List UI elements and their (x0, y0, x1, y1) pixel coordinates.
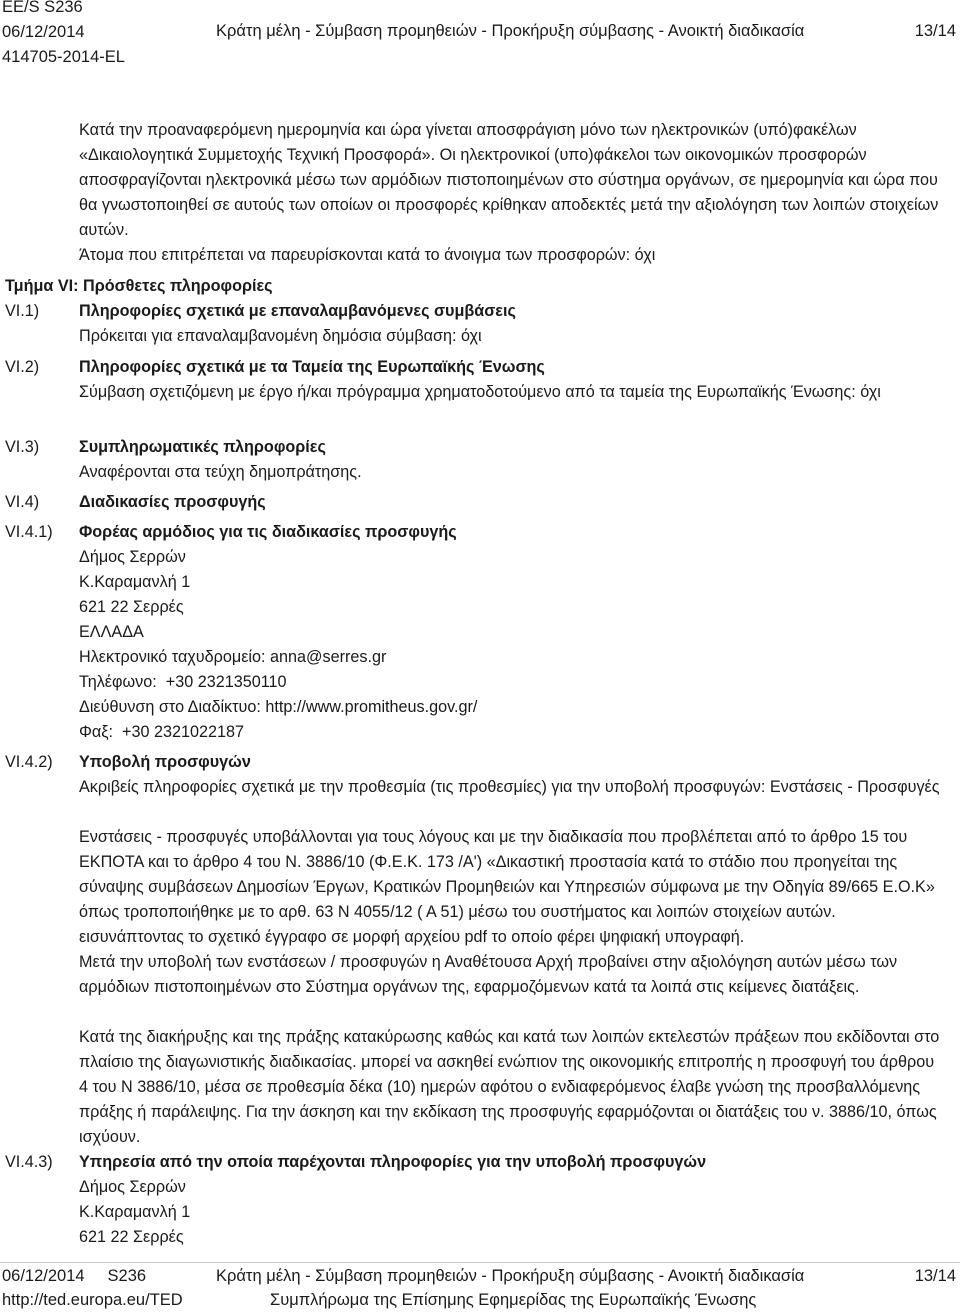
vi3-title: Συμπληρωματικές πληροφορίες (79, 438, 326, 456)
header-date: 06/12/2014 (2, 23, 85, 41)
vi41-street: Κ.Καραμανλή 1 (79, 573, 191, 591)
vi42-paragraph-1b: εισυνάπτοντας το σχετικό έγγραφο σε μορφή αρχείου pdf το οποίο φέρει ψηφιακή υπογραφή. (79, 928, 745, 946)
vi2-title: Πληροφορίες σχετικά με τα Ταμεία της Ευρωπαϊκής Ένωσης (79, 358, 545, 376)
vi42-deadline: Ακριβείς πληροφορίες σχετικά με την προθεσμία (τις προθεσμίες) για την υποβολή προσφυγών: Ενστάσεις - Προσφυγές (79, 778, 940, 796)
vi42-paragraph-3: Κατά της διακήρυξης και της πράξης κατακύρωσης καθώς και κατά των λοιπών εκτελεστών πράξεων που εκδίδονται στο πλαίσιο της διαγωνιστικής διαδικασίας. μπορεί να ασκηθεί ενώπιον της οικονομικής επιτροπής η προσφυγή του άρθρου 4 του Ν 3886/10, μέσα σε προθεσμία δέκα (10) ημερών αφότου ο ενδιαφερόμενος έλαβε γνώση της προσβαλλόμενης πράξης ή παράλειψης. Για την άσκηση και την εκδίκαση της προσφυγής εφαρμόζονται οι διατάξεις του ν. 3886/10, όπως ισχύουν. (79, 1028, 940, 1146)
header-code: EE/S S236 (2, 0, 83, 16)
web-link[interactable]: http://www.promitheus.gov.gr/ (265, 698, 478, 716)
phone-label: Τηλέφωνο: (79, 673, 157, 691)
vi3-text: Αναφέρονται στα τεύχη δημοπράτησης. (79, 463, 362, 481)
vi42-paragraph-2: Μετά την υποβολή των ενστάσεων / προσφυγών η Αναθέτουσα Αρχή προβαίνει στην αξιολόγηση αυτών μέσω των αρμόδιων πιστοποιημένων στο Σύστημα οργάνων της, εφαρμοζόμενων κατά τα λοιπά στις κείμενες διατάξεις. (79, 953, 898, 996)
fax-value: +30 2321022187 (122, 723, 245, 741)
email-label: Ηλεκτρονικό ταχυδρομείο: (79, 648, 266, 666)
vi43-title: Υπηρεσία από την οποία παρέχονται πληροφορίες για την υποβολή προσφυγών (79, 1153, 707, 1171)
footer-date: 06/12/2014 (2, 1267, 85, 1285)
footer-subtitle: Συμπλήρωμα της Επίσημης Εφημερίδας της Ευρωπαϊκής Ένωσης (270, 1291, 757, 1309)
page-header (0, 0, 960, 70)
vi41-title: Φορέας αρμόδιος για τις διαδικασίες προσφυγής (79, 523, 457, 541)
vi41-name: Δήμος Σερρών (79, 548, 186, 566)
vi1-label: VI.1) (5, 302, 40, 320)
footer-code: S236 (107, 1267, 147, 1285)
vi43-name: Δήμος Σερρών (79, 1178, 186, 1196)
vi41-email-line (79, 645, 941, 670)
opening-paragraph: Κατά την προαναφερόμενη ημερομηνία και ώρα γίνεται αποσφράγιση μόνο των ηλεκτρονικών (υπό)φακέλων «Δικαιολογητικά Συμμετοχής Τεχνική Προσφορά». Οι ηλεκτρονικοί (υπο)φάκελοι των οικονομικών προσφορών αποσφραγίζονται ηλεκτρονικά μέσω των αρμόδιων πιστοποιημένων στο σύστημα οργάνων, σε ημερομηνία και ώρα που θα γνωστοποιηθεί σε αυτούς των οποίων οι προσφορές κρίθηκαν αποδεκτές μετά την αξιολόγηση των λοιπών στοιχείων αυτών. (79, 121, 939, 239)
footer-title: Κράτη μέλη - Σύμβαση προμηθειών - Προκήρυξη σύμβασης - Ανοικτή διαδικασία (216, 1267, 805, 1285)
opening-attendance: Άτομα που επιτρέπεται να παρευρίσκονται κατά το άνοιγμα των προσφορών: όχι (79, 246, 656, 264)
vi1-text: Πρόκειται για επαναλαμβανομένη δημόσια σύμβαση: όχι (79, 327, 482, 345)
footer-url[interactable]: http://ted.europa.eu/TED (2, 1291, 183, 1309)
vi2-text: Σύμβαση σχετιζόμενη με έργο ή/και πρόγραμμα χρηματοδοτούμενο από τα ταμεία της Ευρωπαϊκής Ένωσης: όχι (79, 383, 881, 401)
vi42-title: Υποβολή προσφυγών (79, 753, 251, 771)
vi4-title: Διαδικασίες προσφυγής (79, 493, 266, 511)
vi43-street: Κ.Καραμανλή 1 (79, 1203, 191, 1221)
vi43-label: VI.4.3) (5, 1153, 53, 1171)
section-title: Τμήμα VI: Πρόσθετες πληροφορίες (5, 277, 273, 295)
vi41-phone-line (79, 670, 941, 695)
vi41-fax-line (79, 720, 941, 745)
fax-label: Φαξ: (79, 723, 114, 741)
vi41-country: ΕΛΛΑΔΑ (79, 623, 144, 641)
footer-date-code (2, 1267, 146, 1286)
vi1-title: Πληροφορίες σχετικά με επαναλαμβανόμενες συμβάσεις (79, 302, 516, 320)
vi41-city: 621 22 Σερρές (79, 598, 184, 616)
vi42-label: VI.4.2) (5, 753, 53, 771)
vi2-label: VI.2) (5, 358, 40, 376)
vi41-label: VI.4.1) (5, 523, 53, 541)
vi4-label: VI.4) (5, 493, 40, 511)
phone-value: +30 2321350110 (165, 673, 287, 691)
header-page-number: 13/14 (914, 22, 956, 40)
header-title: Κράτη μέλη - Σύμβαση προμηθειών - Προκήρυξη σύμβασης - Ανοικτή διαδικασία (216, 22, 805, 40)
vi42-paragraph-1: Ενστάσεις - προσφυγές υποβάλλονται για τους λόγους και με την διαδικασία που προβλέπεται από το άρθρο 15 του ΕΚΠΟΤΑ και το άρθρο 4 του Ν. 3886/10 (Φ.Ε.Κ. 173 /Α') «Δικαστική προστασία κατά το στάδιο που προηγείται της σύναψης συμβάσεων Δημοσίων Έργων, Κρατικών Προμηθειών και Υπηρεσιών σύμφωνα με την Οδηγία 89/665 Ε.Ο.Κ» όπως τροποποιήθηκε με το αρθ. 63 Ν 4055/12 ( Α 51) μέσω του συστήματος και λοιπών στοιχείων αυτών. (79, 828, 935, 921)
email-link[interactable]: anna@serres.gr (270, 648, 387, 666)
vi41-web-line (79, 695, 941, 720)
page-footer (0, 1262, 960, 1312)
vi43-city: 621 22 Σερρές (79, 1228, 184, 1246)
footer-page-number: 13/14 (914, 1267, 956, 1285)
web-label: Διεύθυνση στο Διαδίκτυο: (79, 698, 261, 716)
header-ref: 414705-2014-EL (2, 48, 125, 66)
vi3-label: VI.3) (5, 438, 40, 456)
